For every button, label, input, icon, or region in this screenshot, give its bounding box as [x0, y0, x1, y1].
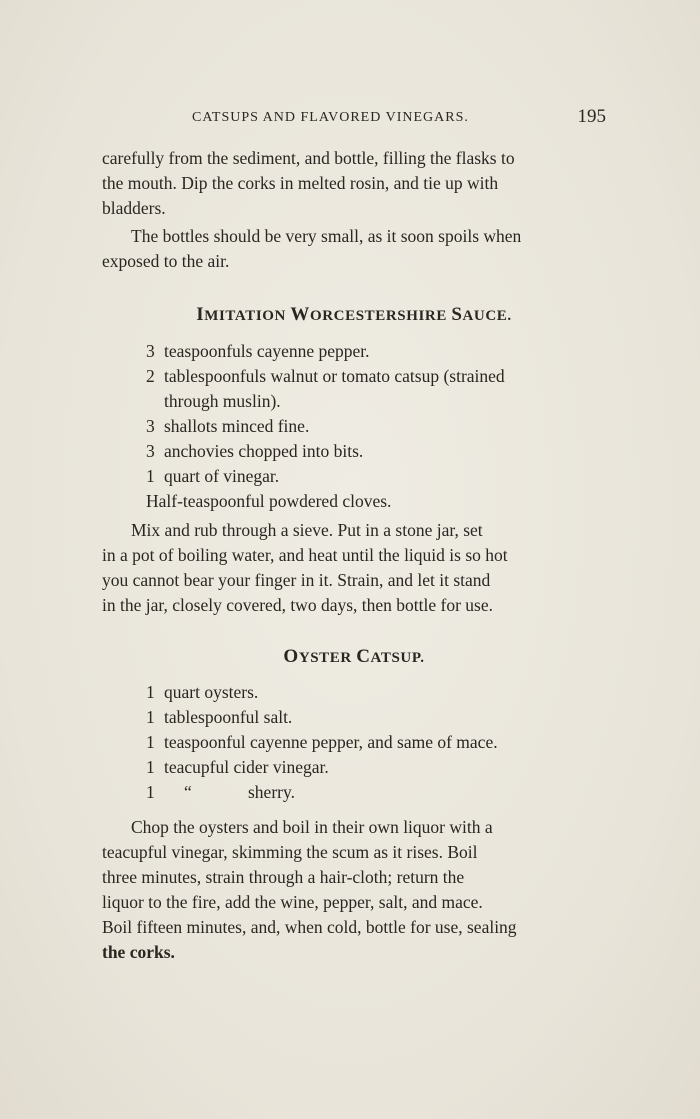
- method-worcestershire: [102, 518, 606, 618]
- page-body: [102, 146, 606, 965]
- intro-paragraph: [102, 146, 606, 221]
- text-line: Chop the oysters and boil in their own liquor with a: [131, 817, 493, 837]
- ingredient-list-oyster: [102, 680, 606, 805]
- ingredient-item: 1 tablespoonful salt.: [146, 707, 293, 727]
- ingredient-item: Half-teaspoonful powdered cloves.: [146, 491, 392, 511]
- text-line: in the jar, closely covered, two days, then bottle for use.: [102, 595, 493, 615]
- text-line: liquor to the fire, add the wine, pepper, salt, and mace.: [102, 892, 483, 912]
- text-line: Mix and rub through a sieve. Put in a stone jar, set: [131, 520, 483, 540]
- recipe-title-oyster-catsup: OYSTER CATSUP.: [283, 646, 425, 667]
- ingredient-list-worcestershire: [102, 339, 606, 514]
- text-line: Boil fifteen minutes, and, when cold, bottle for use, sealing: [102, 917, 517, 937]
- text-line: bladders.: [102, 198, 166, 218]
- bottles-paragraph: [102, 224, 606, 274]
- text-line: the mouth. Dip the corks in melted rosin, and tie up with: [102, 173, 499, 193]
- ditto-mark: “: [184, 782, 192, 802]
- text-line: in a pot of boiling water, and heat until the liquid is so hot: [102, 545, 508, 565]
- ingredient-item: 1 quart of vinegar.: [146, 466, 280, 486]
- text-line: carefully from the sediment, and bottle, filling the flasks to: [102, 148, 515, 168]
- page-header: [100, 106, 608, 132]
- text-line: teacupful vinegar, skimming the scum as it rises. Boil: [102, 842, 478, 862]
- text-line: The bottles should be very small, as it soon spoils when: [131, 226, 522, 246]
- text-line: you cannot bear your finger in it. Strain, and let it stand: [102, 570, 491, 590]
- text-line: three minutes, strain through a hair-cloth; return the: [102, 867, 465, 887]
- ingredient-item: 2 tablespoonfuls walnut or tomato catsup (strained: [146, 366, 505, 386]
- text-line: exposed to the air.: [102, 251, 230, 271]
- ingredient-item: 1 teacupful cider vinegar.: [146, 757, 329, 777]
- ingredient-item: 1 “ sherry.: [102, 780, 606, 805]
- running-title: CATSUPS AND FLAVORED VINEGARS.: [192, 110, 469, 125]
- ingredient-item: 3 teaspoonfuls cayenne pepper.: [146, 341, 370, 361]
- ingredient-item: 1 quart oysters.: [146, 682, 259, 702]
- ingredient-item-continuation: through muslin).: [164, 391, 281, 411]
- method-oyster: [102, 815, 606, 965]
- recipe-title-worcestershire: IMITATION WORCESTERSHIRE SAUCE.: [196, 304, 512, 325]
- ingredient-item: 3 shallots minced fine.: [146, 416, 310, 436]
- page-number: 195: [577, 106, 606, 127]
- ingredient-item: 1 teaspoonful cayenne pepper, and same of mace.: [146, 732, 498, 752]
- ingredient-item: 3 anchovies chopped into bits.: [146, 441, 364, 461]
- text-line: the corks.: [102, 942, 175, 962]
